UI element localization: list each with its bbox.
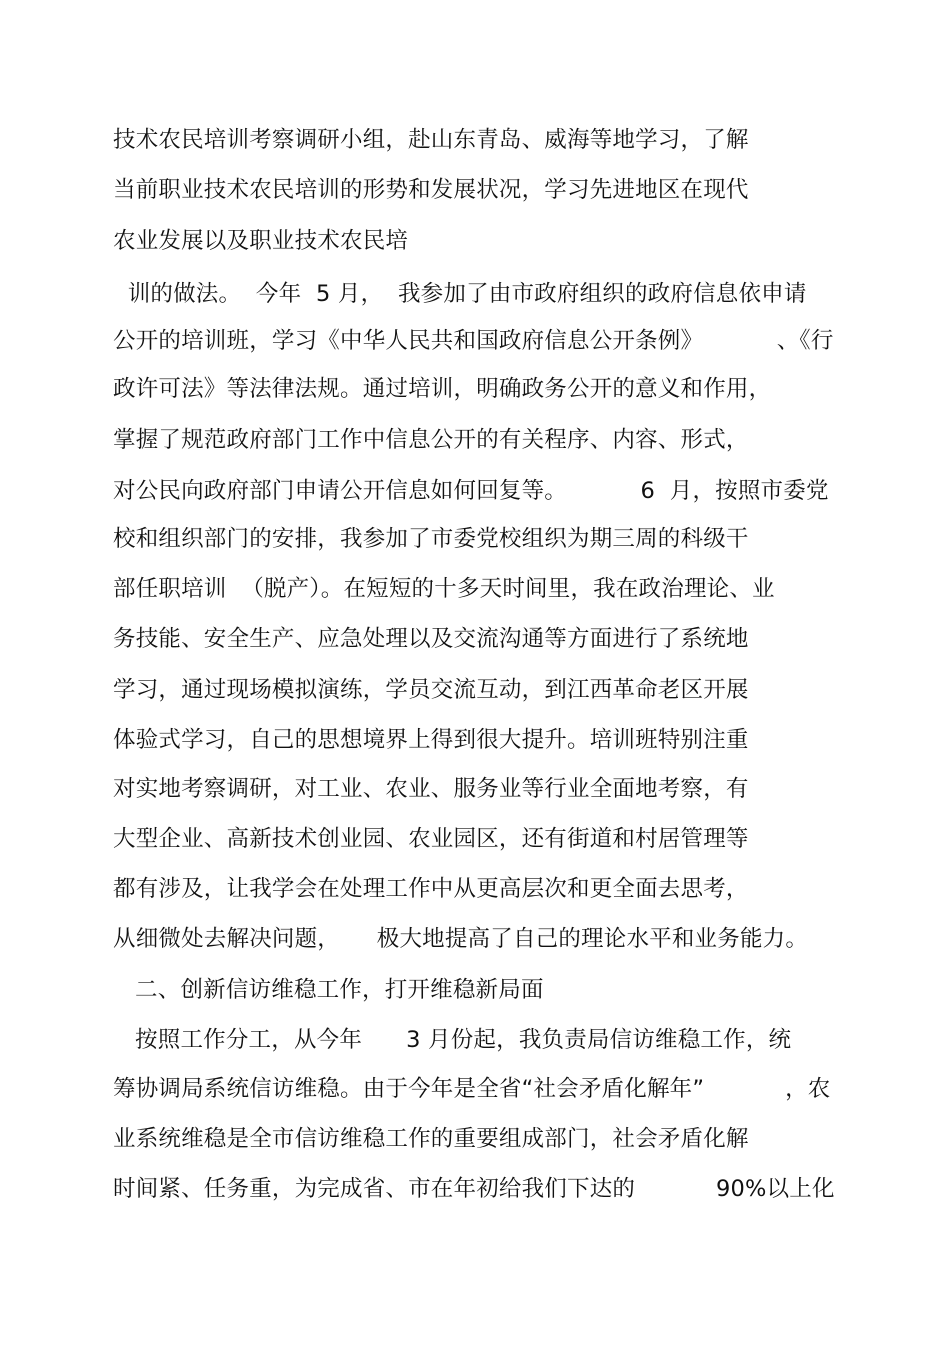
text-line: 业系统维稳是全市信访维稳工作的重要组成部门，社会矛盾化解	[113, 1126, 749, 1152]
section-heading: 二、创新信访维稳工作，打开维稳新局面	[113, 977, 544, 1003]
text-line: 从细微处去解决问题， 极大地提高了自己的理论水平和业务能力。	[113, 926, 809, 952]
text-line: 按照工作分工，从今年 3 月份起，我负责局信访维稳工作，统	[113, 1027, 792, 1053]
text-line: 技术农民培训考察调研小组，赴山东青岛、威海等地学习，了解	[113, 127, 749, 153]
text-line: 时间紧、任务重，为完成省、市在年初给我们下达的 90%以上化	[113, 1176, 835, 1202]
text-line: 当前职业技术农民培训的形势和发展状况，学习先进地区在现代	[113, 177, 749, 203]
text-line: 大型企业、高新技术创业园、农业园区，还有街道和村居管理等	[113, 826, 749, 852]
text-line: 公开的培训班，学习《中华人民共和国政府信息公开条例》 、《行	[113, 328, 834, 354]
text-line: 学习，通过现场模拟演练，学员交流互动，到江西革命老区开展	[113, 677, 749, 703]
text-line: 掌握了规范政府部门工作中信息公开的有关程序、内容、形式，	[113, 427, 749, 453]
text-line: 务技能、安全生产、应急处理以及交流沟通等方面进行了系统地	[113, 626, 749, 652]
text-line: 校和组织部门的安排，我参加了市委党校组织为期三周的科级干	[113, 526, 749, 552]
text-line: 农业发展以及职业技术农民培	[113, 228, 409, 254]
text-line: 都有涉及，让我学会在处理工作中从更高层次和更全面去思考，	[113, 876, 749, 902]
text-line: 部任职培训 （脱产）。在短短的十多天时间里，我在政治理论、业	[113, 576, 775, 602]
text-line: 政许可法》等法律法规。通过培训，明确政务公开的意义和作用，	[113, 376, 772, 402]
text-line: 训的做法。 今年 5 月， 我参加了由市政府组织的政府信息依申请	[113, 281, 807, 307]
text-line: 对公民向政府部门申请公开信息如何回复等。 6 月，按照市委党	[113, 478, 829, 504]
text-line: 体验式学习，自己的思想境界上得到很大提升。培训班特别注重	[113, 727, 749, 753]
text-line: 对实地考察调研，对工业、农业、服务业等行业全面地考察，有	[113, 776, 749, 802]
text-line: 筹协调局系统信访维稳。由于今年是全省“社会矛盾化解年” ，农	[113, 1076, 831, 1102]
